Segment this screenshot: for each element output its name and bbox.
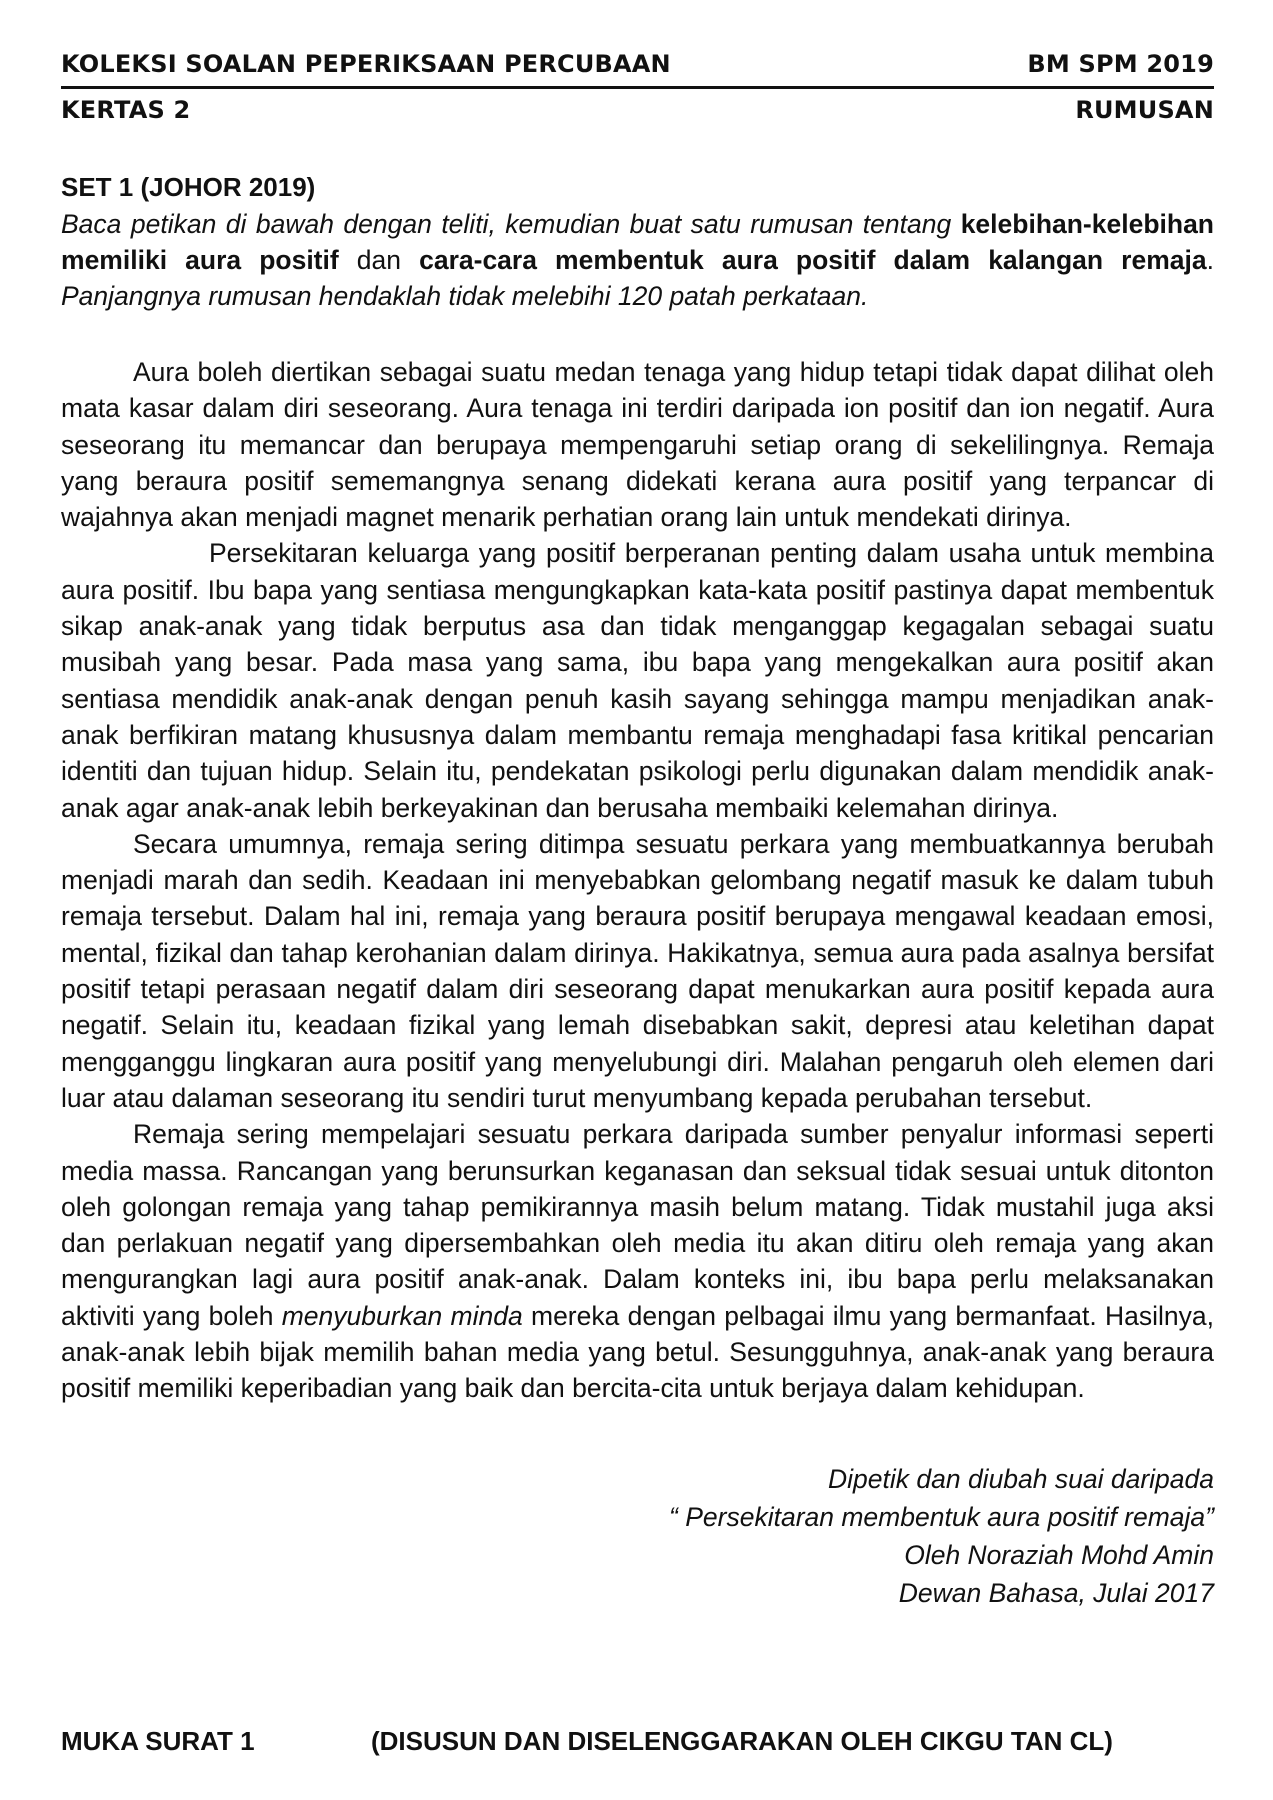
passage-paragraph-4 [61, 1116, 1214, 1406]
set-title: SET 1 (JOHOR 2019) [61, 172, 316, 202]
source-line-2: “ Persekitaran membentuk aura positif remaja” [669, 1502, 1214, 1532]
page-number: MUKA SURAT 1 [61, 1726, 255, 1756]
source-citation [669, 1460, 1214, 1612]
instruction-text-2: dan [338, 245, 420, 275]
header-divider [61, 86, 1214, 89]
header-section: RUMUSAN [1075, 96, 1214, 124]
header-exam-code: BM SPM 2019 [1027, 50, 1214, 78]
instruction-bold-1: kelebihan-kelebihan memiliki aura positif [61, 209, 1214, 275]
header-bottom-row [61, 96, 1214, 124]
passage-paragraph-3: Secara umumnya, remaja sering ditimpa sesuatu perkara yang membuatkannya berubah menjadi marah dan sedih. Keadaan ini menyebabkan gelombang negatif masuk ke dalam tubuh remaja tersebut. Dalam hal ini, remaja yang beraura positif berupaya mengawal keadaan emosi, mental, fizikal dan tahap kerohanian dalam dirinya. Hakikatnya, semua aura pada asalnya bersifat positif tetapi perasaan negatif dalam diri seseorang dapat menukarkan aura positif kepada aura negatif. Selain itu, keadaan fizikal yang lemah disebabkan sakit, depresi atau keletihan dapat mengganggu lingkaran aura positif yang menyelubungi diri. Malahan pengaruh oleh elemen dari luar atau dalaman seseorang itu sendiri turut menyumbang kepada perubahan tersebut. [61, 828, 1214, 1113]
paragraph-4-text-2: mereka dengan pelbagai ilmu yang bermanfaat. Hasilnya, anak-anak lebih bijak memilih bahan media yang betul. Sesungguhnya, anak-anak yang beraura positif memiliki keperibadian yang baik dan bercita-cita untuk berjaya dalam kehidupan. [61, 1300, 1214, 1404]
source-line-4: Dewan Bahasa, Julai 2017 [898, 1578, 1214, 1608]
source-line-1: Dipetik dan diubah suai daripada [828, 1464, 1214, 1494]
header-collection-title: KOLEKSI SOALAN PEPERIKSAAN PERCUBAAN [61, 50, 671, 78]
header-top-row [61, 50, 1214, 78]
passage-paragraph-2: Persekitaran keluarga yang positif berperanan penting dalam usaha untuk membina aura positif. Ibu bapa yang sentiasa mengungkapkan kata-kata positif pastinya dapat membentuk sikap anak-anak yang tidak berputus asa dan tidak menganggap kegagalan sebagai suatu musibah yang besar. Pada masa yang sama, ibu bapa yang mengekalkan aura positif akan sentiasa mendidik anak-anak dengan penuh kasih sayang sehingga mampu menjadikan anak-anak berfikiran matang khususnya dalam membantu remaja menghadapi fasa kritikal pencarian identiti dan tujuan hidup. Selain itu, pendekatan psikologi perlu digunakan dalam mendidik anak-anak agar anak-anak lebih berkeyakinan dan berusaha membaiki kelemahan dirinya. [61, 538, 1214, 823]
source-line-3: Oleh Noraziah Mohd Amin [904, 1540, 1214, 1570]
instruction-bold-2: cara-cara membentuk aura positif dalam kalangan remaja [419, 245, 1207, 275]
instruction-text-1: Baca petikan di bawah dengan teliti, kemudian buat satu rumusan tentang [61, 209, 961, 239]
paragraph-4-italic: menyuburkan minda [281, 1300, 523, 1331]
instruction [61, 206, 1214, 314]
passage [61, 354, 1214, 1407]
paragraph-4-text-1: Remaja sering mempelajari sesuatu perkara daripada sumber penyalur informasi seperti media massa. Rancangan yang berunsurkan keganasan dan seksual tidak sesuai untuk ditonton oleh golongan remaja yang tahap pemikirannya masih belum matang. Tidak mustahil juga aksi dan perlakuan negatif yang dipersembahkan oleh media itu akan ditiru oleh remaja yang akan mengurangkan lagi aura positif anak-anak. Dalam konteks ini, ibu bapa perlu melaksanakan aktiviti yang boleh [61, 1119, 1214, 1331]
instruction-word-limit: Panjangnya rumusan hendaklah tidak melebihi 120 patah perkataan. [61, 281, 869, 311]
footer-credit: (DISUSUN DAN DISELENGGARAKAN OLEH CIKGU TAN CL) [371, 1726, 1113, 1756]
passage-paragraph-1: Aura boleh diertikan sebagai suatu medan tenaga yang hidup tetapi tidak dapat dilihat oleh mata kasar dalam diri seseorang. Aura tenaga ini terdiri daripada ion positif dan ion negatif. Aura seseorang itu memancar dan berupaya mempengaruhi setiap orang di sekelilingnya. Remaja yang beraura positif sememangnya senang didekati kerana aura positif yang terpancar di wajahnya akan menjadi magnet menarik perhatian orang lain untuk mendekati dirinya. [61, 357, 1214, 533]
header-paper-number: KERTAS 2 [61, 96, 191, 124]
instruction-text-3: . [1206, 245, 1214, 275]
